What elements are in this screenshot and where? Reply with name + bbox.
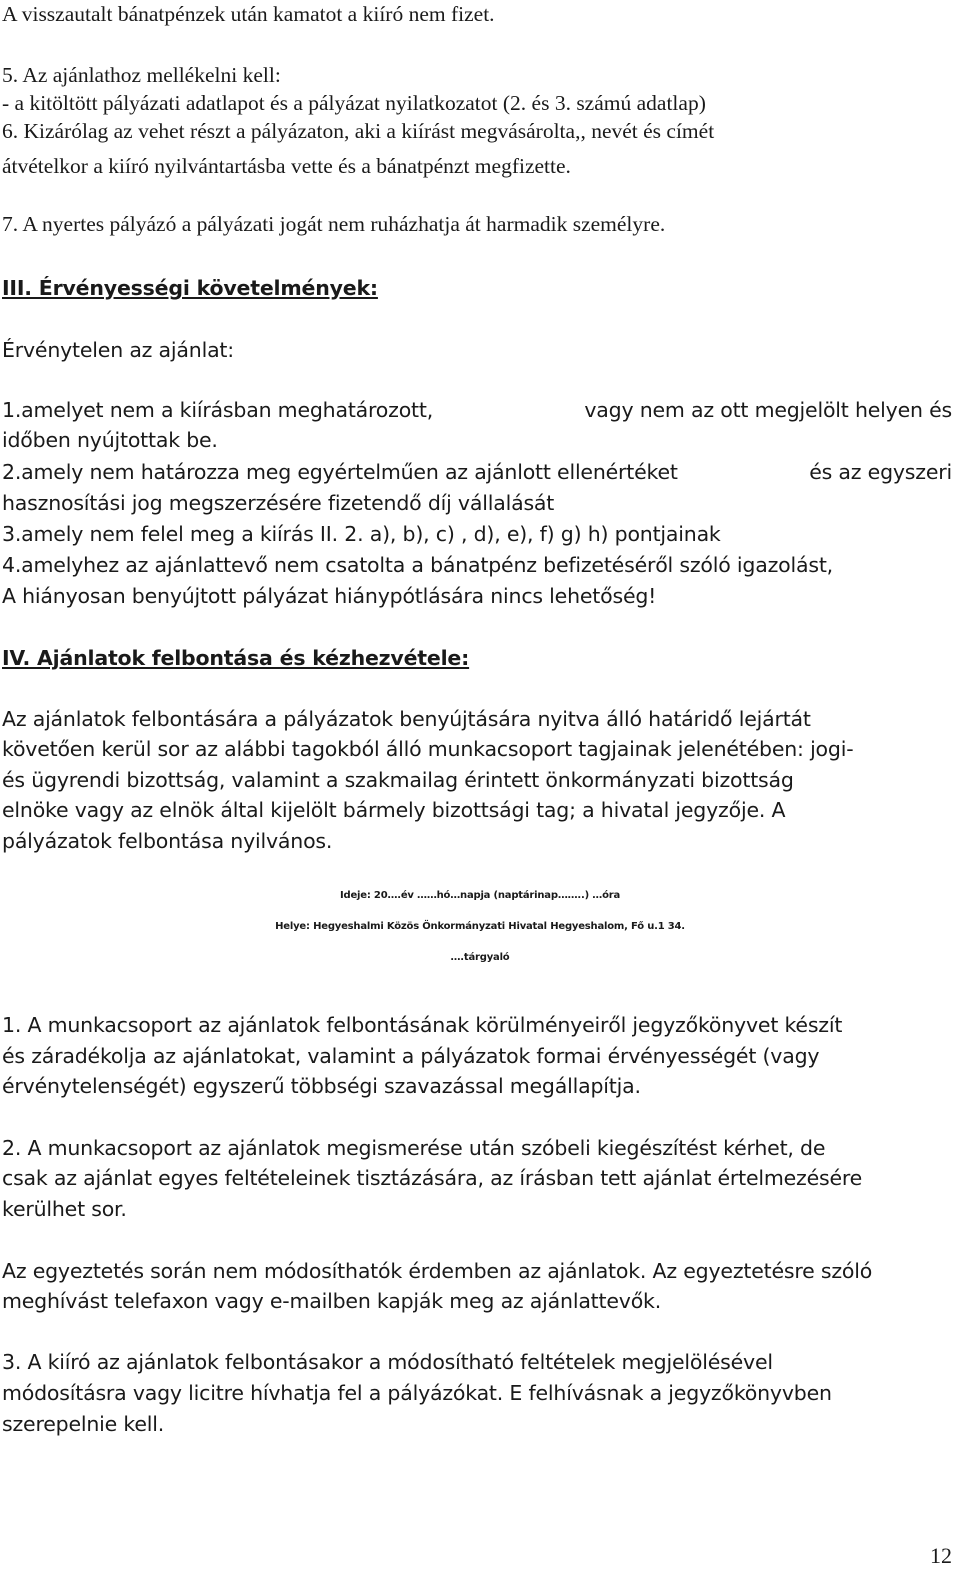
text-line: A visszautalt bánatpénzek után kamatot a kiíró nem fizet. (2, 2, 495, 26)
paragraph-line: módosításra vagy licitre hívhatja fel a pályázókat. E felhívásnak a jegyzőkönyvben (2, 1381, 832, 1405)
page-number: 12 (930, 1543, 952, 1568)
text-line: 5. Az ajánlathoz mellékelni kell: (2, 63, 281, 87)
note-text: A hiányosan benyújtott pályázat hiánypótlására nincs lehetőség! (2, 584, 657, 608)
paragraph-line: meghívást telefaxon vagy e-mailben kapják meg az ajánlattevők. (2, 1289, 662, 1313)
list-item (2, 398, 952, 422)
paragraph-line: kerülhet sor. (2, 1197, 127, 1221)
paragraph-line: érvénytelenségét) egyszerű többségi szavazással megállapítja. (2, 1074, 641, 1098)
subheading: Érvénytelen az ajánlat: (2, 338, 234, 362)
list-item (2, 460, 952, 484)
paragraph-line: 1. A munkacsoport az ajánlatok felbontásának körülményeiről jegyzőkönyvet készít (2, 1013, 843, 1037)
paragraph-line: és záradékolja az ajánlatokat, valamint a pályázatok formai érvényességét (vagy (2, 1044, 820, 1068)
list-item-text: és az egyszeri (809, 460, 952, 484)
date-line: Ideje: 20….év ……hó…napja (naptárinap……..) …óra (339, 890, 621, 901)
list-item-text: időben nyújtottak be. (2, 428, 218, 452)
paragraph-line: és ügyrendi bizottság, valamint a szakmailag érintett önkormányzati bizottság (2, 768, 794, 792)
paragraph-line: csak az ajánlat egyes feltételeinek tisztázására, az írásban tett ajánlat értelmezésére (2, 1166, 863, 1190)
list-item-text: vagy nem az ott megjelölt helyen és (584, 398, 952, 422)
section-heading: IV. Ajánlatok felbontása és kézhezvétele: (2, 646, 470, 670)
text-line: átvételkor a kiíró nyilvántartásba vette és a bánatpénzt megfizette. (2, 154, 571, 178)
text-line: - a kitöltött pályázati adatlapot és a pályázat nyilatkozatot (2. és 3. számú adatlap) (2, 91, 706, 115)
section-heading: III. Érvényességi követelmények: (2, 276, 378, 300)
paragraph-line: követően kerül sor az alábbi tagokból álló munkacsoport tagjainak jelenétében: jogi- (2, 737, 854, 761)
location-line: Helye: Hegyeshalmi Közös Önkormányzati Hivatal Hegyeshalom, Fő u.1 34. (275, 921, 685, 932)
paragraph-line: 3. A kiíró az ajánlatok felbontásakor a módosítható feltételek megjelölésével (2, 1350, 773, 1374)
paragraph-line: elnöke vagy az elnök által kijelölt bármely bizottsági tag; a hivatal jegyzője. A (2, 798, 786, 822)
list-item: 3.amely nem felel meg a kiírás II. 2. a), b), c) , d), e), f) g) h) pontjainak (2, 522, 721, 546)
room-line: ….tárgyaló (450, 952, 510, 963)
paragraph-line: 2. A munkacsoport az ajánlatok megismerése után szóbeli kiegészítést kérhet, de (2, 1136, 826, 1160)
paragraph-line: pályázatok felbontása nyilvános. (2, 829, 333, 853)
text-line: 6. Kizárólag az vehet részt a pályázaton, aki a kiírást megvásárolta,, nevét és címét (2, 119, 715, 143)
paragraph-line: szerepelnie kell. (2, 1412, 165, 1436)
text-line: 7. A nyertes pályázó a pályázati jogát nem ruházhatja át harmadik személyre. (2, 212, 666, 236)
list-item: 4.amelyhez az ajánlattevő nem csatolta a bánatpénz befizetéséről szóló igazolást, (2, 553, 833, 577)
paragraph-line: Az ajánlatok felbontására a pályázatok benyújtására nyitva álló határidő lejártát (2, 707, 811, 731)
list-item-text: 2.amely nem határozza meg egyértelműen az ajánlott ellenértéket (2, 460, 678, 484)
paragraph-line: Az egyeztetés során nem módosíthatók érdemben az ajánlatok. Az egyeztetésre szóló (2, 1259, 873, 1283)
list-item-text: 1.amelyet nem a kiírásban meghatározott, (2, 398, 434, 422)
list-item-text: hasznosítási jog megszerzésére fizetendő díj vállalását (2, 491, 555, 515)
